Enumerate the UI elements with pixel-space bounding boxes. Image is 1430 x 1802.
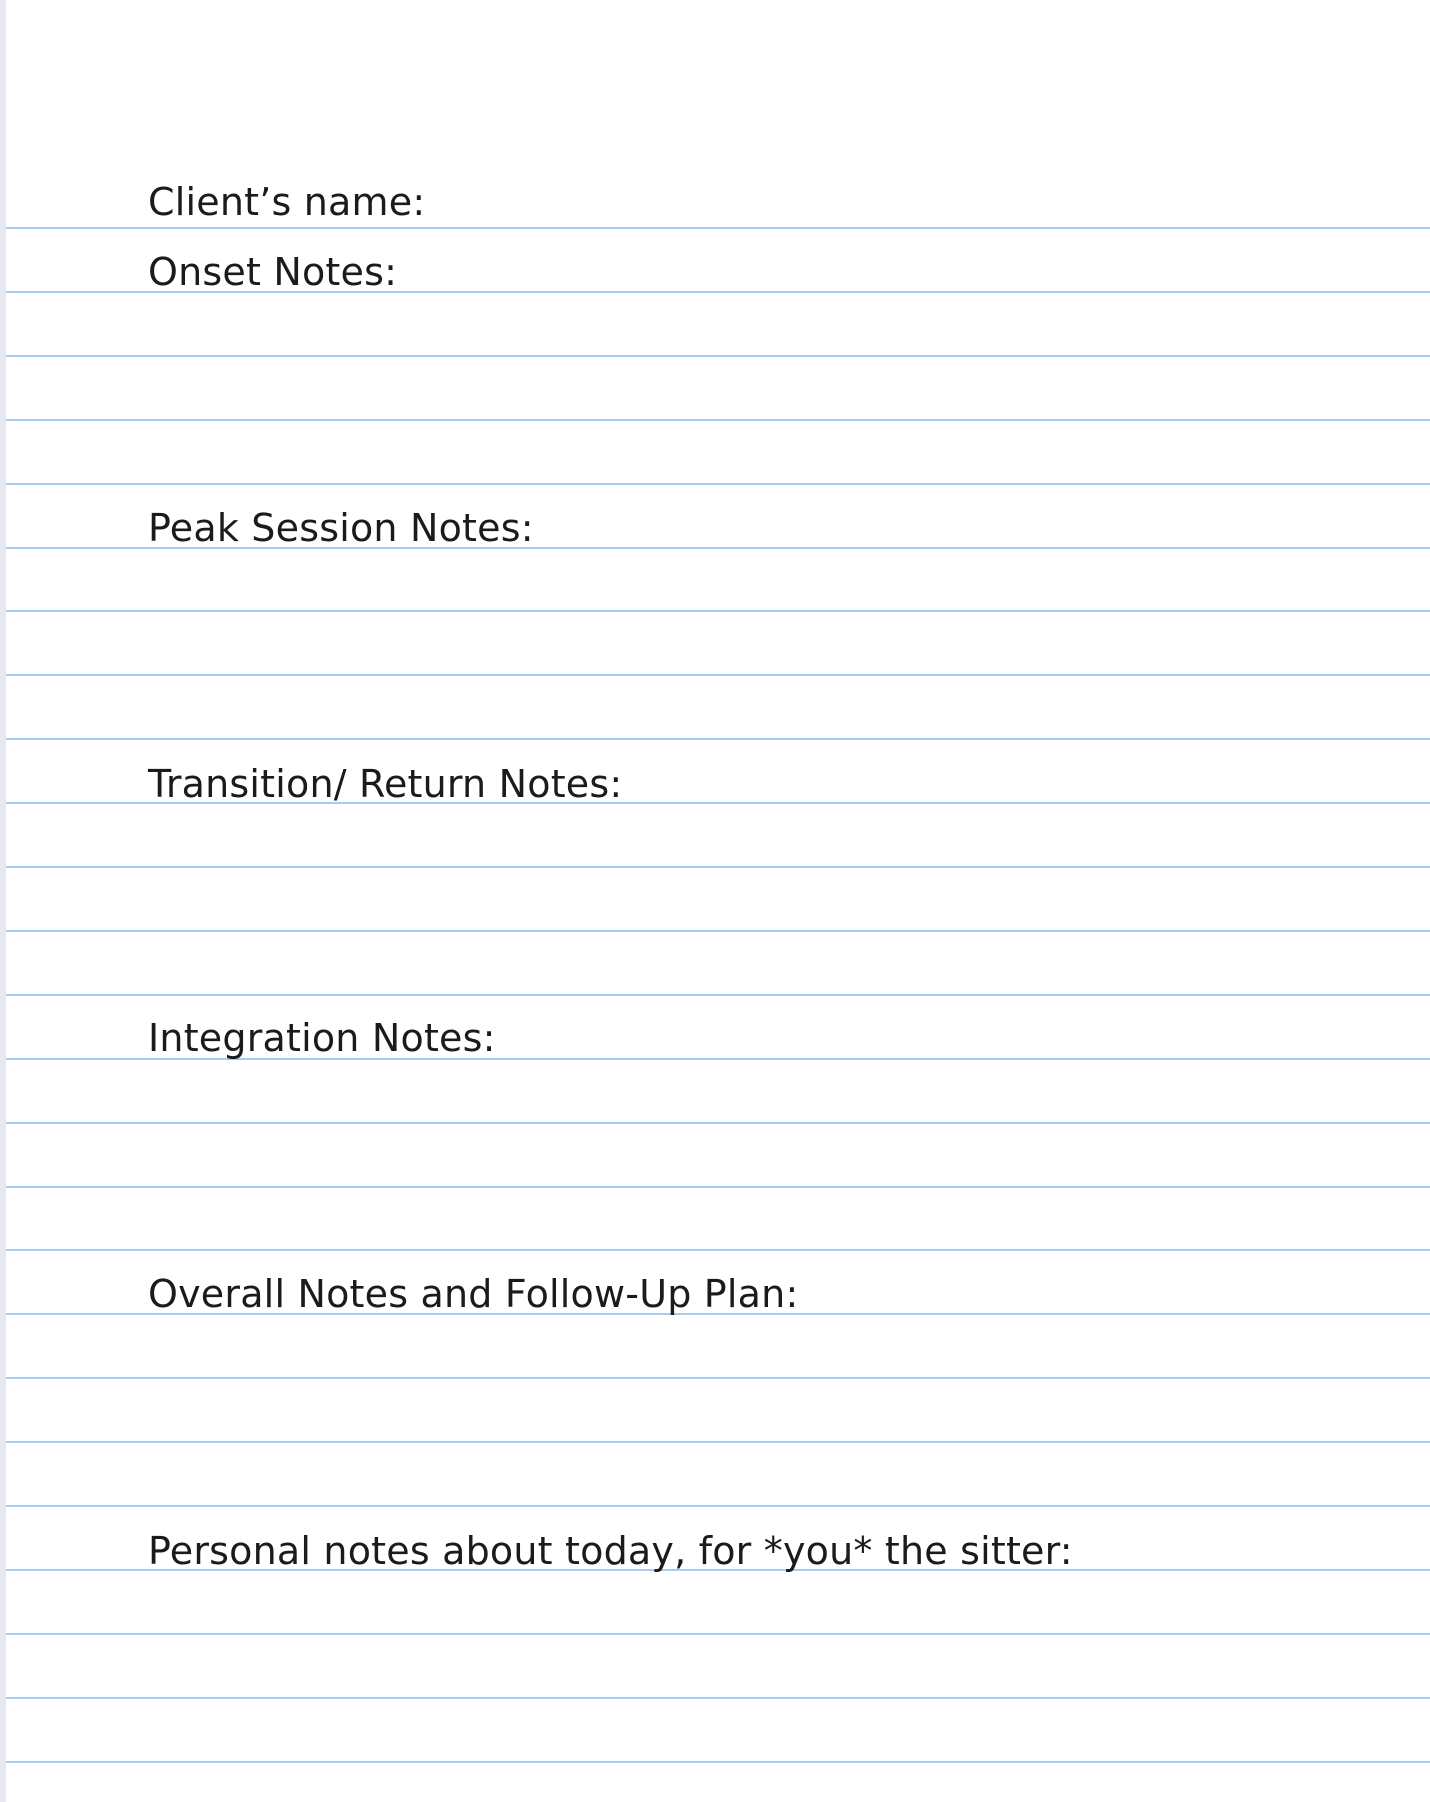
ruled-line bbox=[6, 1186, 1430, 1188]
personal-notes-label: Personal notes about today, for *you* the sitter: bbox=[148, 1529, 1073, 1573]
ruled-line bbox=[6, 227, 1430, 229]
client-name-label: Client’s name: bbox=[148, 180, 426, 224]
ruled-line bbox=[6, 1441, 1430, 1443]
ruled-line bbox=[6, 866, 1430, 868]
peak-session-notes-label: Peak Session Notes: bbox=[148, 506, 534, 550]
integration-notes-label: Integration Notes: bbox=[148, 1016, 496, 1060]
ruled-line bbox=[6, 738, 1430, 740]
ruled-line bbox=[6, 483, 1430, 485]
page-left-edge bbox=[0, 0, 6, 1802]
ruled-line bbox=[6, 419, 1430, 421]
overall-notes-label: Overall Notes and Follow-Up Plan: bbox=[148, 1272, 799, 1316]
ruled-line bbox=[6, 355, 1430, 357]
ruled-line bbox=[6, 674, 1430, 676]
transition-return-notes-label: Transition/ Return Notes: bbox=[148, 762, 623, 806]
ruled-line bbox=[6, 930, 1430, 932]
ruled-line bbox=[6, 1377, 1430, 1379]
ruled-line bbox=[6, 1633, 1430, 1635]
onset-notes-label: Onset Notes: bbox=[148, 250, 398, 294]
ruled-line bbox=[6, 994, 1430, 996]
ruled-line bbox=[6, 610, 1430, 612]
ruled-line bbox=[6, 1249, 1430, 1251]
ruled-line bbox=[6, 1697, 1430, 1699]
ruled-line bbox=[6, 1122, 1430, 1124]
ruled-line bbox=[6, 1761, 1430, 1763]
ruled-line bbox=[6, 1505, 1430, 1507]
